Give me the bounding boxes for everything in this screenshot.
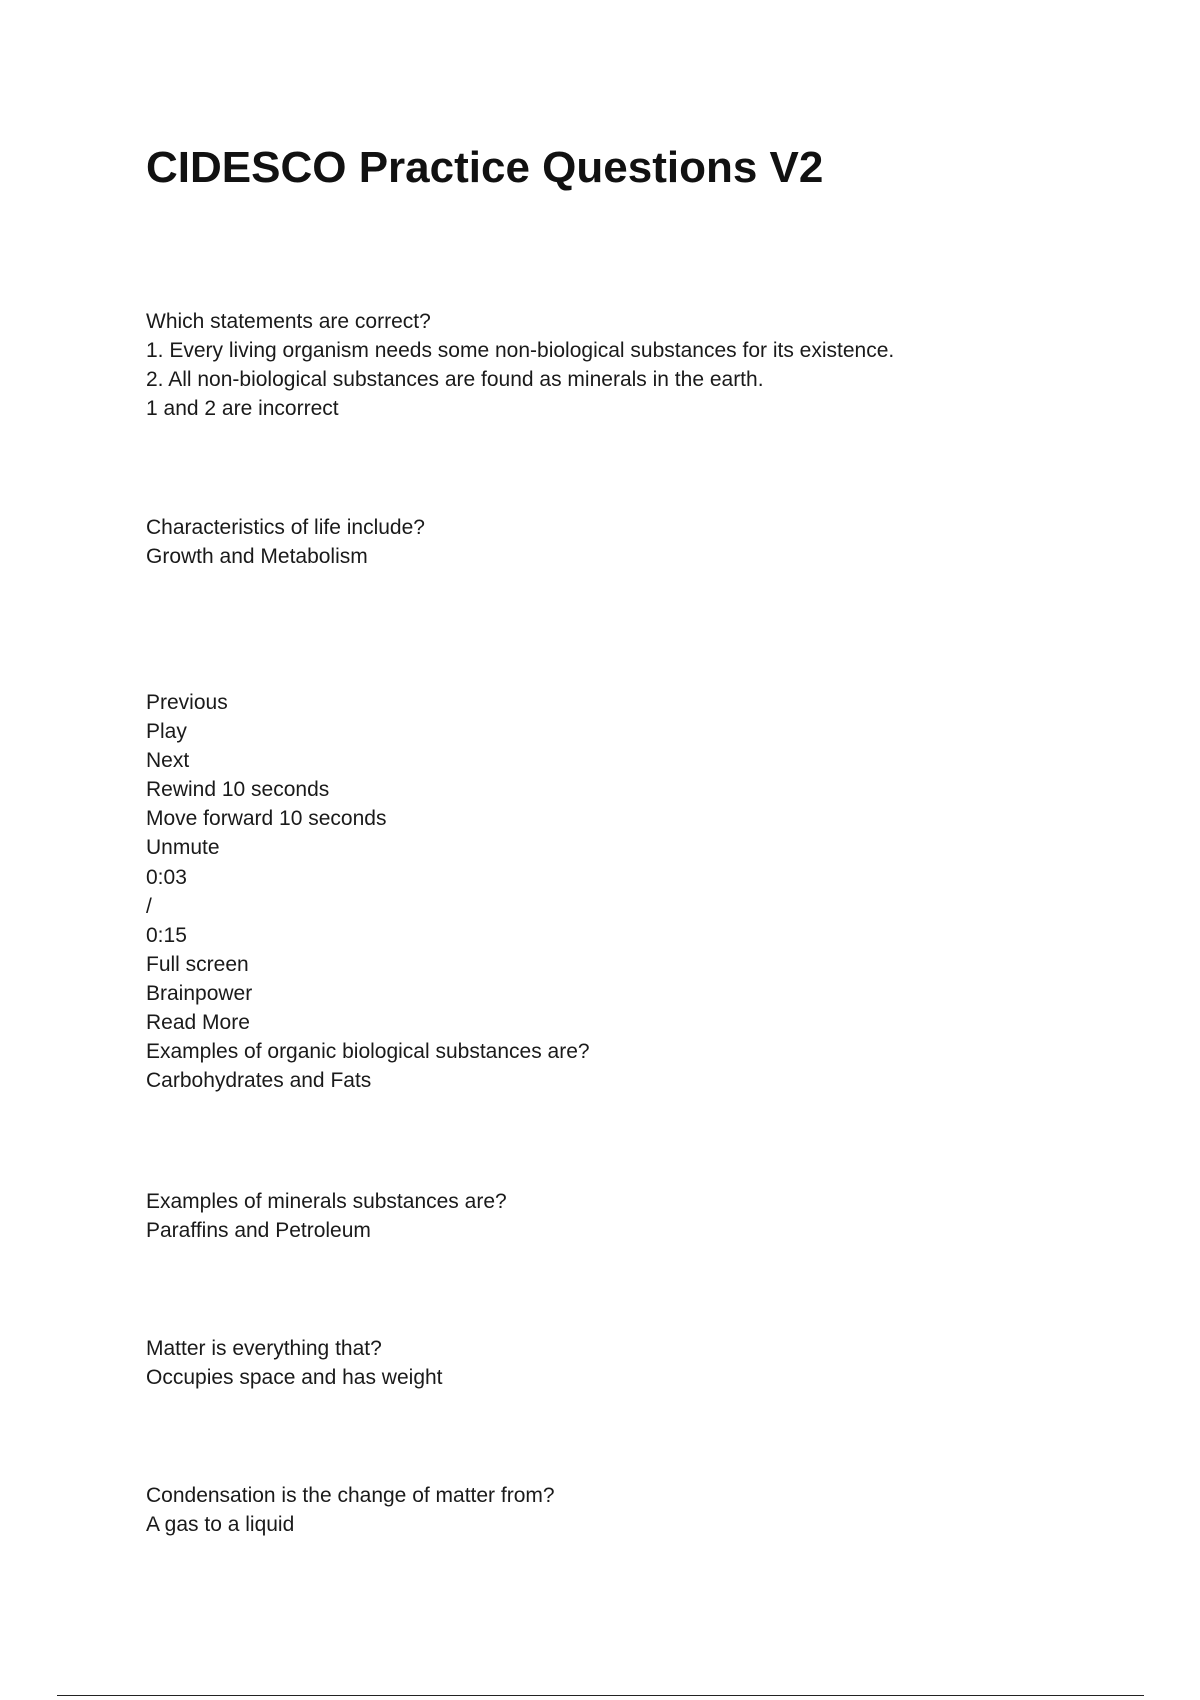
media-player-controls xyxy=(146,688,590,1095)
read-more-link[interactable]: Read More xyxy=(146,1011,250,1035)
duration: 0:15 xyxy=(146,923,187,947)
question-text: Examples of minerals substances are? xyxy=(146,1190,507,1213)
fullscreen-button[interactable]: Full screen xyxy=(146,952,249,976)
answer-text: Paraffins and Petroleum xyxy=(146,1219,371,1242)
question-block-2 xyxy=(146,513,425,571)
current-time: 0:03 xyxy=(146,865,187,889)
question-block-1 xyxy=(146,307,894,423)
answer-text: Occupies space and has weight xyxy=(146,1366,443,1389)
question-block-4 xyxy=(146,1187,507,1245)
question-block-5 xyxy=(146,1334,443,1392)
forward-button[interactable]: Move forward 10 seconds xyxy=(146,807,387,831)
answer-text: 1 and 2 are incorrect xyxy=(146,397,339,420)
unmute-button[interactable]: Unmute xyxy=(146,836,220,860)
question-block-6 xyxy=(146,1481,555,1539)
statement-2: 2. All non-biological substances are found as minerals in the earth. xyxy=(146,368,764,391)
statement-1: 1. Every living organism needs some non-biological substances for its existence. xyxy=(146,339,895,362)
question-text: Which statements are correct? xyxy=(146,310,431,333)
rewind-button[interactable]: Rewind 10 seconds xyxy=(146,778,330,802)
question-text: Matter is everything that? xyxy=(146,1337,382,1360)
answer-text: A gas to a liquid xyxy=(146,1513,295,1536)
play-button[interactable]: Play xyxy=(146,720,187,744)
time-separator: / xyxy=(146,894,152,918)
footer-divider xyxy=(57,1695,1144,1696)
answer-text: Carbohydrates and Fats xyxy=(146,1069,372,1093)
question-text: Characteristics of life include? xyxy=(146,516,425,539)
question-text: Examples of organic biological substances are? xyxy=(146,1040,590,1064)
page-title: CIDESCO Practice Questions V2 xyxy=(146,143,824,192)
brand-label[interactable]: Brainpower xyxy=(146,981,253,1005)
answer-text: Growth and Metabolism xyxy=(146,545,368,568)
next-button[interactable]: Next xyxy=(146,749,190,773)
previous-button[interactable]: Previous xyxy=(146,691,228,714)
question-text: Condensation is the change of matter from? xyxy=(146,1484,555,1507)
